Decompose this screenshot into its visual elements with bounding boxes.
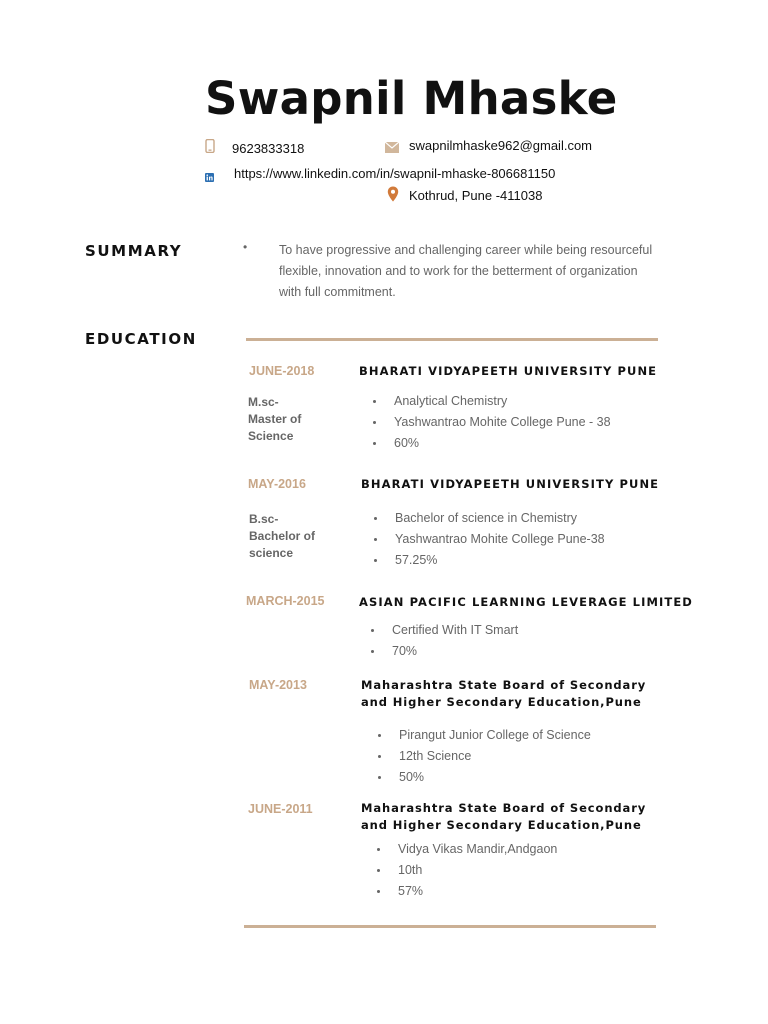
list-item: 57.25% (371, 550, 605, 571)
entry-details (371, 508, 605, 571)
institution-line: Maharashtra State Board of Secondary (361, 678, 647, 692)
education-heading: EDUCATION (85, 330, 197, 348)
summary-line: flexible, innovation and to work for the betterment of organization (279, 264, 638, 278)
linkedin-link[interactable]: https://www.linkedin.com/in/swapnil-mhaske-806681150 (234, 166, 556, 181)
list-item: Yashwantrao Mohite College Pune-38 (371, 529, 605, 550)
entry-details (375, 725, 591, 788)
entry-institution (361, 476, 659, 493)
summary-bullet: • (243, 240, 248, 254)
institution-line: and Higher Secondary Education,Pune (361, 818, 642, 832)
list-item: Yashwantrao Mohite College Pune - 38 (370, 412, 611, 433)
institution-line: and Higher Secondary Education,Pune (361, 695, 642, 709)
list-item: Bachelor of science in Chemistry (371, 508, 605, 529)
list-item: 57% (374, 881, 557, 902)
degree-line: B.sc- (249, 512, 279, 526)
list-item: Vidya Vikas Mandir,Andgaon (374, 839, 557, 860)
list-item: Analytical Chemistry (370, 391, 611, 412)
location-text: Kothrud, Pune -411038 (409, 188, 543, 203)
phone-icon (205, 139, 215, 158)
degree-line: Science (248, 429, 294, 443)
entry-date: JUNE-2018 (249, 364, 315, 378)
linkedin-icon (205, 169, 214, 187)
entry-institution (359, 594, 693, 611)
institution-line: Maharashtra State Board of Secondary (361, 801, 647, 815)
list-item: Pirangut Junior College of Science (375, 725, 591, 746)
mail-icon (385, 140, 399, 158)
location-pin-icon (387, 186, 399, 207)
degree-line: M.sc- (248, 395, 279, 409)
summary-heading: SUMMARY (85, 242, 183, 260)
entry-institution (361, 677, 646, 711)
entry-degree (249, 511, 339, 562)
entry-details (368, 620, 518, 662)
entry-institution (359, 363, 657, 380)
email-link[interactable]: swapnilmhaske962@gmail.com (409, 138, 592, 153)
list-item: 70% (368, 641, 518, 662)
degree-line: Master of (248, 412, 302, 426)
summary-text (279, 240, 669, 303)
summary-line: with full commitment. (279, 285, 396, 299)
list-item: 10th (374, 860, 557, 881)
entry-details (370, 391, 611, 454)
degree-line: Bachelor of (249, 529, 316, 543)
entry-date: MAY-2016 (248, 477, 306, 491)
institution-line: BHARATI VIDYAPEETH UNIVERSITY PUNE (359, 364, 658, 378)
list-item: 50% (375, 767, 591, 788)
entry-details (374, 839, 557, 902)
summary-line: To have progressive and challenging career while being resourceful (279, 243, 653, 257)
list-item: 12th Science (375, 746, 591, 767)
institution-line: ASIAN PACIFIC LEARNING LEVERAGE LIMITED (359, 595, 693, 609)
degree-line: science (249, 546, 294, 560)
list-item: 60% (370, 433, 611, 454)
entry-date: JUNE-2011 (248, 802, 313, 816)
entry-date: MAY-2013 (249, 678, 307, 692)
institution-line: BHARATI VIDYAPEETH UNIVERSITY PUNE (361, 477, 660, 491)
education-top-rule (246, 338, 658, 341)
entry-institution (361, 800, 646, 834)
list-item: Certified With IT Smart (368, 620, 518, 641)
entry-degree (248, 394, 338, 445)
phone-number: 9623833318 (232, 141, 305, 156)
education-bottom-rule (244, 925, 656, 928)
candidate-name: Swapnil Mhaske (205, 72, 618, 125)
entry-date: MARCH-2015 (246, 594, 325, 608)
